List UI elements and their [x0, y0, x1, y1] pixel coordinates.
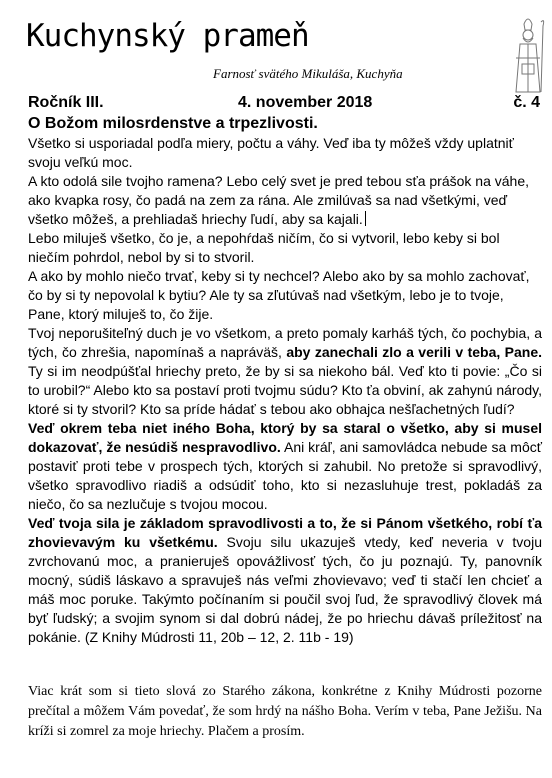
paragraph-6-emphasis: Veď okrem teba niet iného Boha, ktorý by sa staral o všetko, aby si musel dokazovať, že nesúdiš nespravodlivo.	[28, 420, 542, 455]
reflection-note	[28, 682, 542, 742]
paragraph-5-emphasis: aby zanechali zlo a verili v teba, Pane.	[286, 344, 543, 360]
paragraph-5-text-c: Ty si im neodpúšťal hriechy preto, že by si sa niekoho bál. Veď kto ti povie: „Čo si to urobil?“ Alebo kto sa postaví proti tvojmu súdu? Kto ťa obviní, ak zahynú národy, ktoré si ty stvoril? Kto sa príde hádať s tebou ako obhajca nešľachetných ľudí?	[28, 363, 542, 417]
issue-info	[28, 92, 540, 114]
issue-date: 4. november 2018	[238, 94, 373, 111]
paragraph-5	[28, 324, 542, 419]
paragraph-1: Všetko si usporiadal podľa miery, počtu a váhy. Veď iba ty môžeš vždy uplatniť svoju veľkú moc.	[28, 135, 514, 170]
paragraph-7-text: Svoju silu ukazuješ vtedy, keď neveria v tvoju zvrchovanú moc, a pranieruješ opovážlivosť tých, čo ju poznajú. Ty, panovník mocný, súdiš láskavo a spravuješ nás veľmi zhovievavo; veď ti stačí len chcieť a máš moc poruke. Takýmto počínaním si poučil svoj ľud, že spravodlivý človek má byť ľudský; a svojim synom si dal dobrú nádej, že po hriechu dávaš príležitosť na pokánie. (Z Knihy Múdrosti 11, 20b – 12, 2. 11b - 19)	[28, 534, 542, 645]
text-cursor	[365, 211, 366, 226]
volume-label: Ročník III.	[28, 94, 104, 111]
parish-name: Farnosť svätého Mikuláša, Kuchyňa	[213, 66, 403, 81]
masthead-title: Kuchynský prameň	[26, 18, 309, 54]
paragraph-2-text: A kto odolá sile tvojho ramena? Lebo celý svet je pred tebou sťa prášok na váhe, ako kvapka rosy, čo padá na zem za rána. Ale zmilúvaš sa nad všetkými, veď všetko môžeš, a prehliadaš hriechy ľudí, aby sa kajali.	[28, 173, 530, 227]
saint-nicholas-illustration	[510, 14, 546, 96]
article-body	[28, 134, 542, 647]
paragraph-5-text-a: Tvoj neporušiteľný duch je vo všetkom, a preto pomaly karháš tých, čo pochybia, a tých, čo zhrešia, napomínaš a napráväš,	[28, 325, 542, 360]
paragraph-2	[28, 172, 542, 229]
paragraph-7-emphasis: Veď tvoja sila je základom spravodlivosti a to, že si Pánom všetkého, robí ťa zhovievavým ku všetkému.	[28, 515, 542, 550]
reflection-text: Viac krát som si tieto slová zo Starého zákona, konkrétne z Knihy Múdrosti pozorne prečítal a môžem Vám povedať, že som hrdý na nášho Boha. Verím v teba, Pane Ježišu. Na kríži si zomrel za moje hriechy. Plačem a prosím.	[28, 684, 542, 739]
paragraph-4: A ako by mohlo niečo trvať, keby si ty nechcel? Alebo ako by sa mohlo zachovať, čo by si ty nepovolal k bytiu? Ale ty sa zľutúvaš nad všetkým, lebo je to tvoje, Pane, ktorý miluješ to, čo žije.	[28, 268, 530, 322]
paragraph-3: Lebo miluješ všetko, čo je, a nepohŕdaš ničím, čo si vytvoril, lebo keby si bol niečím pohrdol, nebol by si to stvoril.	[28, 230, 500, 265]
issue-number: č. 4	[513, 94, 540, 111]
paragraph-6	[28, 419, 542, 514]
article-title: O Božom milosrdenstve a trpezlivosti.	[28, 115, 318, 132]
paragraph-6-text: Ani kráľ, ani samovládca nebude sa môcť postaviť proti tebe v prospech tých, ktorých si zahubil. No pretože si spravodlivý, všetko spravodlivo riadiš a odsúdiť toho, kto si nezasluhuje trest, pokladáš za niečo, čo sa nezlučuje s tvojou mocou.	[28, 439, 543, 512]
paragraph-7	[28, 514, 542, 647]
